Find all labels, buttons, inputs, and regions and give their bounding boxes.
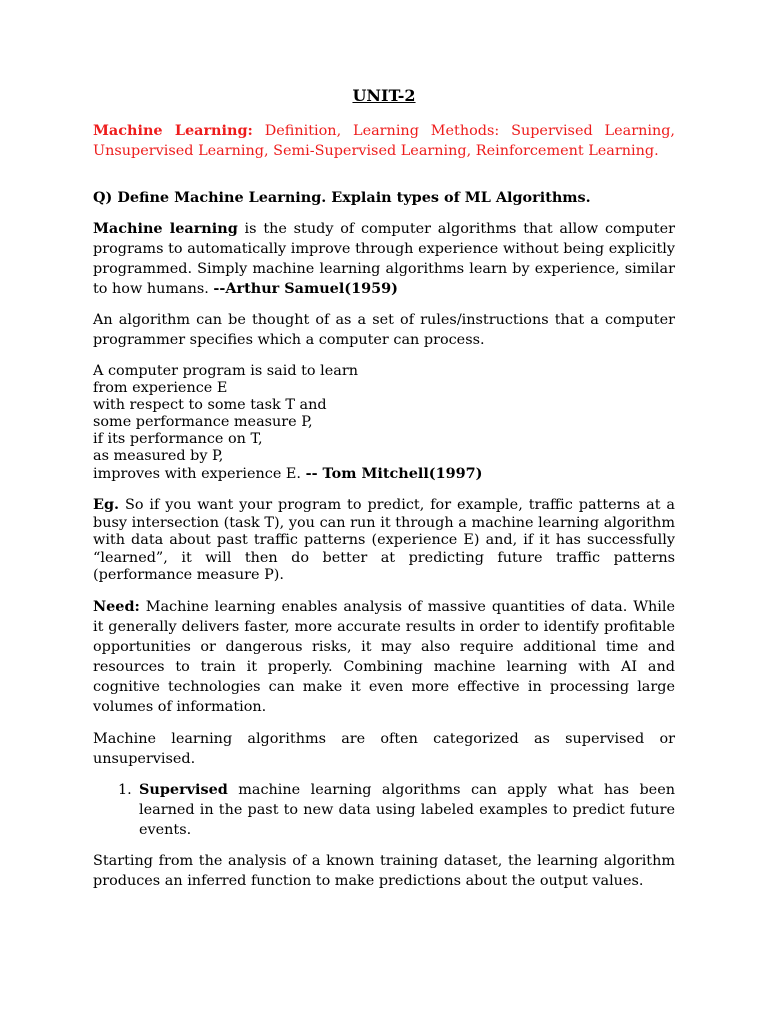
syllabus-text: Definition, Learning Methods: Supervised Learning, Unsupervised Learning, Semi-Supervised Learning, Reinforcement Learning. <box>93 123 676 159</box>
mitchell-line-last: improves with experience E. -- Tom Mitchell(1997) <box>93 465 483 482</box>
categorized-paragraph: Machine learning algorithms are often categorized as supervised or unsupervised. <box>93 731 675 767</box>
example-paragraph <box>93 496 675 585</box>
mitchell-line: with respect to some task T and <box>93 397 327 413</box>
mitchell-citation: -- Tom Mitchell(1997) <box>305 465 483 482</box>
need-text: Machine learning enables analysis of massive quantities of data. While it generally delivers faster, more accurate results in order to identify profitable opportunities or dangerous risks, it may also require additional time and resources to train it properly. Combining machine learning with AI and cognitive technologies can make it even more effective in processing large volumes of information. <box>93 599 675 715</box>
mitchell-line: if its performance on T, <box>93 431 263 447</box>
supervised-text: machine learning algorithms can apply what has been learned in the past to new data using labeled examples to predict future events. <box>139 782 675 838</box>
need-label: Need: <box>93 598 140 615</box>
mitchell-definition <box>93 363 675 483</box>
list-number: 1. <box>118 782 132 798</box>
page-title: UNIT-2 <box>352 86 416 105</box>
example-label: Eg. <box>93 496 120 513</box>
training-paragraph: Starting from the analysis of a known training dataset, the learning algorithm produces an inferred function to make predictions about the output values. <box>93 853 675 889</box>
definition-term: Machine learning <box>93 220 238 237</box>
definition-paragraph <box>93 219 675 299</box>
mitchell-line: from experience E <box>93 380 228 396</box>
question-heading: Q) Define Machine Learning. Explain types of ML Algorithms. <box>93 189 591 206</box>
definition-text: is the study of computer algorithms that allow computer programs to automatically improve through experience without being explicitly programmed. Simply machine learning algorithms learn by experience, similar to how humans. <box>93 221 675 297</box>
supervised-term: Supervised <box>139 781 228 798</box>
algorithm-paragraph: An algorithm can be thought of as a set of rules/instructions that a computer programmer specifies which a computer can process. <box>93 312 675 348</box>
definition-citation: --Arthur Samuel(1959) <box>213 280 398 297</box>
mitchell-line: A computer program is said to learn <box>93 363 358 379</box>
mitchell-line: as measured by P, <box>93 448 224 464</box>
list-item-text <box>139 780 675 840</box>
example-text: So if you want your program to predict, for example, traffic patterns at a busy intersection (task T), you can run it through a machine learning algorithm with data about past traffic patterns (experience E) and, if it has successfully “learned”, it will then do better at predicting future traffic patterns (performance measure P). <box>93 497 675 583</box>
need-paragraph <box>93 597 675 717</box>
syllabus-label: Machine Learning: <box>93 122 253 139</box>
syllabus-paragraph <box>93 121 675 161</box>
mitchell-line: some performance measure P, <box>93 414 313 430</box>
